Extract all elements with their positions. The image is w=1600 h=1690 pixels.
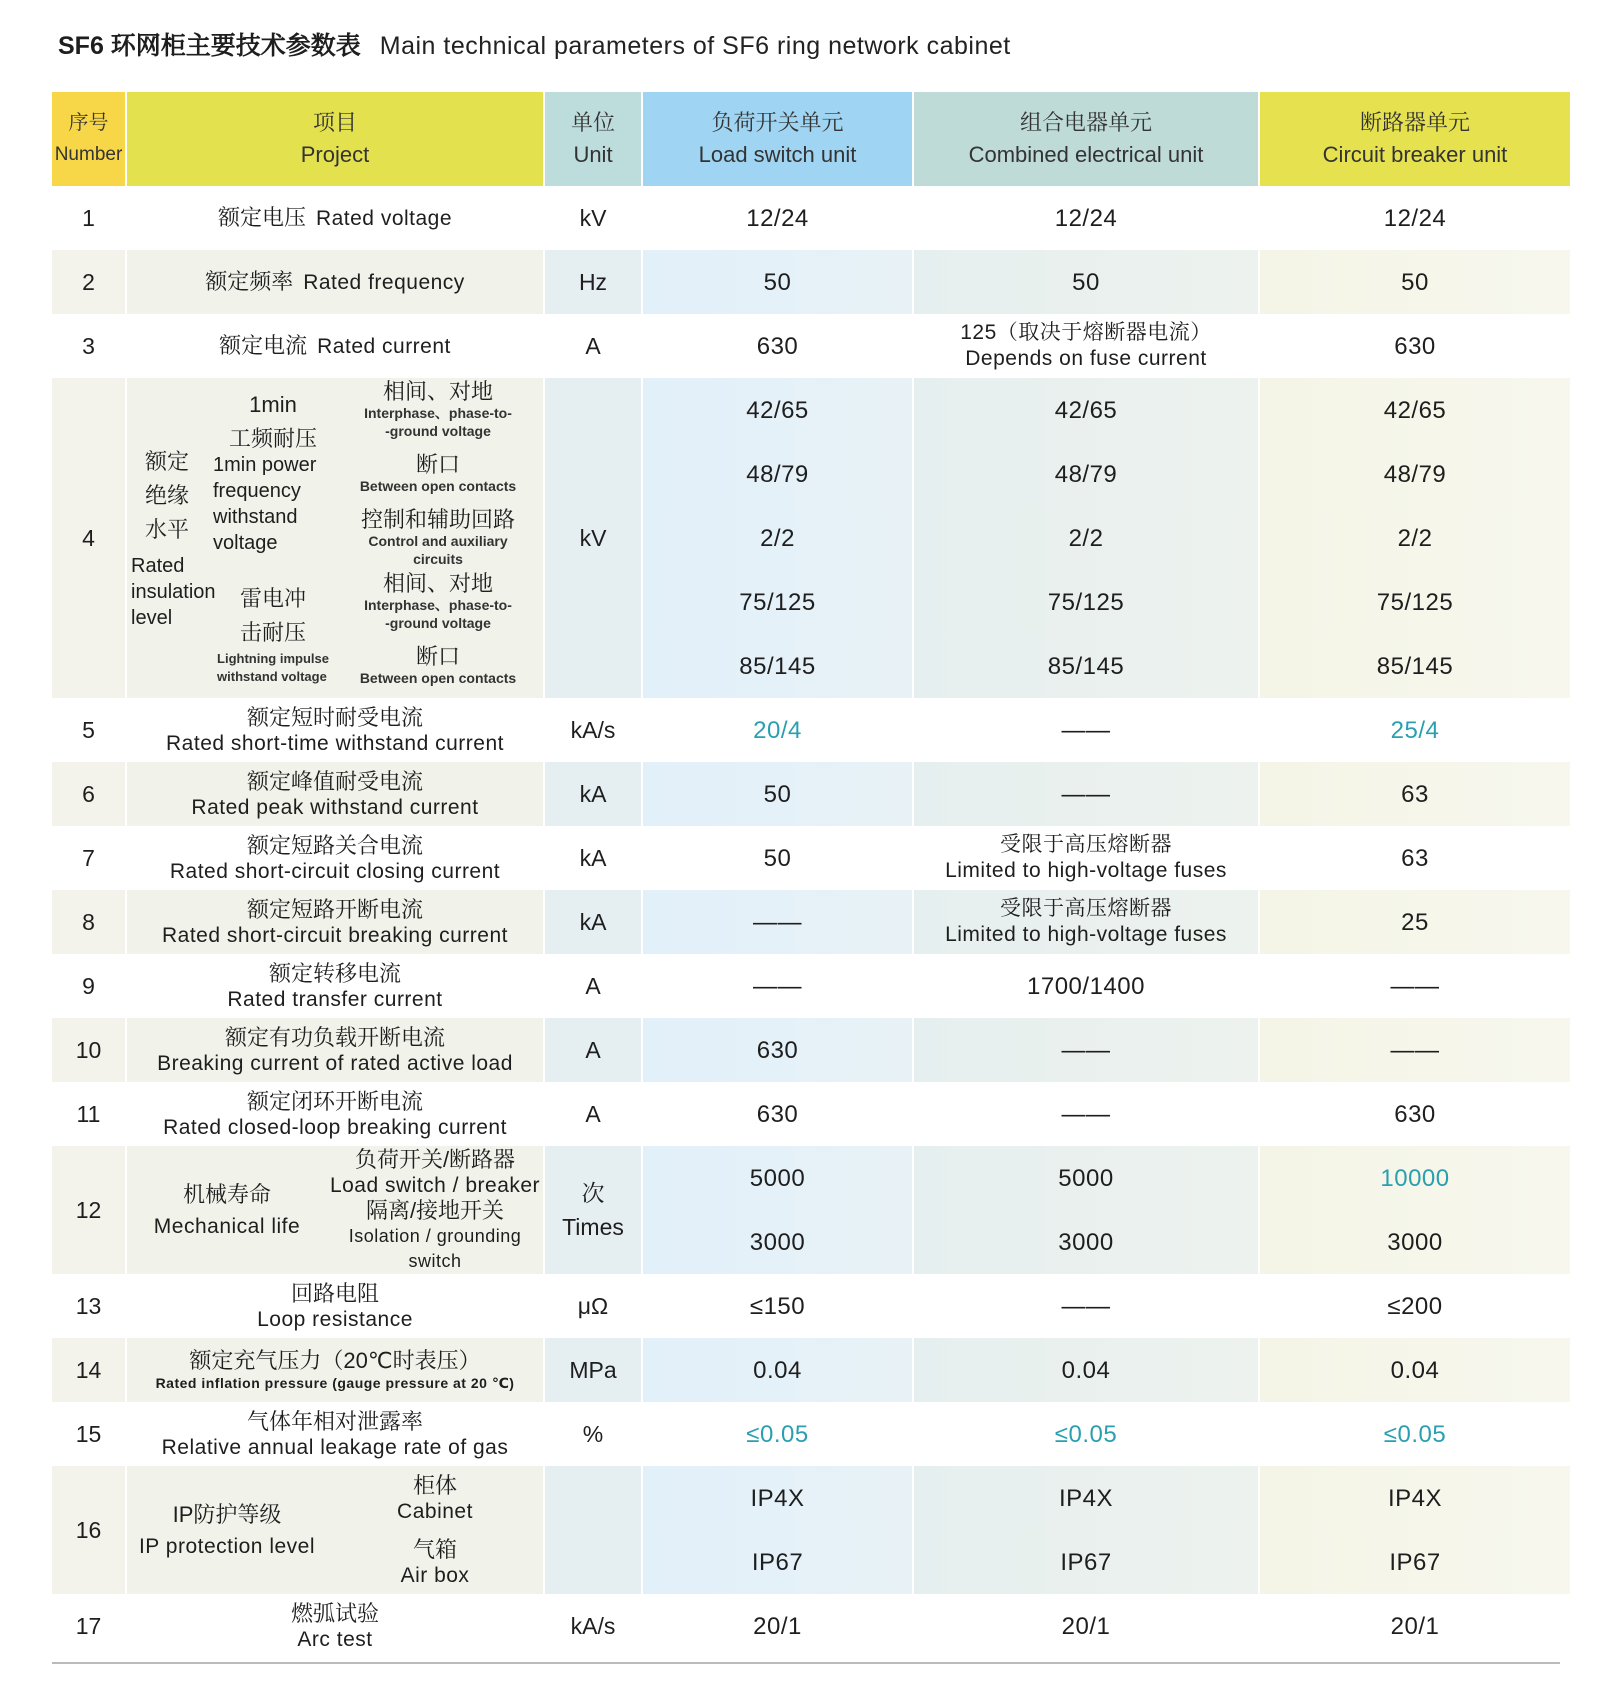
value-circuit-breaker: IP67 (1260, 1530, 1570, 1594)
project-cell (127, 1146, 543, 1274)
project-en: Relative annual leakage rate of gas (161, 1435, 509, 1459)
insulation-left-label (127, 378, 216, 698)
row-number: 1 (82, 204, 95, 231)
project-cell (127, 1594, 543, 1658)
project-cn: 气体年相对泄露率 (246, 1408, 423, 1434)
lightning-impulse-group (213, 570, 333, 698)
project-cell (127, 1018, 543, 1082)
subitem-cn: 断口 (415, 452, 460, 477)
value-load-switch: 50 (763, 844, 792, 872)
project-cell (127, 1274, 543, 1338)
value-load-switch: 0.04 (643, 1338, 912, 1402)
project-cn: 燃弧试验 (290, 1600, 379, 1626)
header-project (127, 92, 543, 186)
row-number: 11 (76, 1100, 101, 1127)
project-cn: 额定充气压力（20℃时表压） (189, 1348, 481, 1373)
subitem-cn: 相间、对地 (382, 571, 493, 596)
project-cell (127, 890, 543, 954)
project-label (218, 205, 452, 231)
header-cn: 断路器单元 (1359, 110, 1470, 135)
left-cn: 机械寿命 (182, 1181, 271, 1207)
unit-cell: A (585, 973, 601, 999)
split-left-label (127, 1502, 327, 1559)
project-cell (127, 1402, 543, 1466)
split-subitem (327, 1147, 543, 1198)
unit-cell: A (585, 333, 601, 359)
value-combined: 受限于高压熔断器 Limited to high-voltage fuses (945, 833, 1227, 882)
value-circuit-breaker: 42/65 (1260, 378, 1570, 442)
split-left-label (127, 1182, 327, 1239)
value-combined: 48/79 (914, 442, 1258, 506)
value-circuit-breaker: 10000 (1260, 1146, 1570, 1210)
value-load-switch: ≤0.05 (746, 1420, 809, 1448)
row-number: 16 (52, 1466, 125, 1594)
insulation-subitem (333, 442, 543, 506)
header-en: Combined electrical unit (968, 142, 1204, 167)
project-cell (127, 698, 543, 762)
row-number: 10 (52, 1018, 125, 1082)
row-number: 6 (52, 762, 125, 826)
header-en: Project (300, 142, 370, 167)
group-en: 1min power frequency withstand voltage (213, 454, 317, 554)
value-combined: 85/145 (914, 634, 1258, 698)
project-cn: 额定频率 (205, 269, 294, 294)
value-circuit-breaker: 630 (1394, 1100, 1436, 1128)
value-combined: IP4X (914, 1466, 1258, 1530)
split-subitem (327, 1198, 543, 1274)
left-en: Mechanical life (153, 1214, 301, 1238)
subitem-en: Between open contacts (359, 670, 517, 686)
project-en: Rated current (317, 335, 451, 358)
value-circuit-breaker: 50 (1260, 250, 1570, 314)
project-cn: 额定转移电流 (268, 960, 401, 986)
row-number: 3 (82, 332, 95, 359)
power-frequency-group (213, 378, 333, 570)
project-cn: 额定电压 (217, 205, 306, 230)
group-cn: 工频耐压 (228, 426, 317, 451)
value-circuit-breaker: ≤0.05 (1383, 1420, 1447, 1448)
insulation-subitem (333, 634, 543, 698)
value-combined: —— (914, 1018, 1258, 1082)
value-load-switch: 2/2 (643, 506, 912, 570)
project-en: Rated short-time withstand current (166, 731, 504, 755)
unit-cell: kA (545, 762, 641, 826)
subitem-cn: 气箱 (412, 1536, 457, 1562)
header-combined-electrical-unit (914, 92, 1258, 186)
project-en: Rated closed-loop breaking current (163, 1115, 507, 1139)
project-label (219, 333, 451, 359)
project-en: Rated peak withstand current (191, 795, 479, 819)
subitem-en: Control and auxiliary circuits (368, 533, 508, 567)
value-circuit-breaker: 48/79 (1260, 442, 1570, 506)
value-circuit-breaker: 75/125 (1260, 570, 1570, 634)
value-circuit-breaker: 2/2 (1260, 506, 1570, 570)
unit-cell: A (585, 1101, 601, 1127)
value-load-switch: —— (643, 890, 912, 954)
value-load-switch: 3000 (643, 1210, 912, 1274)
left-cn: IP防护等级 (172, 1501, 282, 1527)
insulation-subitem (333, 378, 543, 442)
header-cn: 负荷开关单元 (711, 110, 844, 135)
project-cell (127, 186, 543, 250)
row-number: 7 (82, 844, 95, 871)
project-cell (127, 378, 543, 698)
value-load-switch: 50 (643, 250, 912, 314)
unit-cell: kV (579, 205, 607, 231)
page-title (58, 26, 1011, 62)
value-combined: 受限于高压熔断器 Limited to high-voltage fuses (914, 890, 1258, 954)
value-combined: 0.04 (914, 1338, 1258, 1402)
group-cn-top: 1min (249, 392, 297, 417)
project-en: Rated inflation pressure (gauge pressure at 20 ℃) (155, 1375, 515, 1391)
group-en: Lightning impulse withstand voltage (217, 651, 329, 684)
header-en: Load switch unit (698, 142, 857, 167)
row-number: 17 (75, 1612, 102, 1639)
value-combined: 12/24 (1054, 204, 1118, 232)
value-circuit-breaker: IP4X (1260, 1466, 1570, 1530)
value-circuit-breaker: 20/1 (1390, 1612, 1440, 1640)
project-cell (127, 954, 543, 1018)
header-cn: 序号 (68, 112, 109, 134)
value-combined: —— (914, 762, 1258, 826)
project-en: Arc test (297, 1627, 373, 1651)
project-en: Rated frequency (303, 271, 465, 294)
value-circuit-breaker: 3000 (1260, 1210, 1570, 1274)
value-combined: —— (1061, 1292, 1111, 1320)
unit-cell: kV (545, 378, 641, 698)
value-load-switch: 50 (643, 762, 912, 826)
value-circuit-breaker: —— (1390, 972, 1440, 1000)
unit-cell: A (545, 1018, 641, 1082)
header-en: Unit (573, 142, 613, 167)
header-cn: 组合电器单元 (1019, 110, 1152, 135)
row-number: 9 (82, 972, 95, 999)
value-combined: —— (1061, 716, 1111, 744)
value-circuit-breaker: —— (1260, 1018, 1570, 1082)
header-cn: 项目 (312, 110, 357, 135)
project-en: Rated short-circuit closing current (169, 859, 501, 883)
value-combined: ≤0.05 (1054, 1420, 1118, 1448)
title-en: Main technical parameters of SF6 ring network cabinet (379, 32, 1011, 60)
subitem-cn: 控制和辅助回路 (360, 507, 515, 532)
value-combined: —— (1061, 1100, 1111, 1128)
value-load-switch: 85/145 (643, 634, 912, 698)
unit-cell: μΩ (577, 1293, 609, 1319)
header-number (52, 92, 125, 186)
row-number: 12 (52, 1146, 125, 1274)
group-cn: 雷电冲 击耐压 (239, 586, 306, 645)
value-circuit-breaker: 25/4 (1390, 716, 1440, 744)
subitem-cn: 柜体 (412, 1472, 457, 1498)
project-cell (127, 826, 543, 890)
subitem-en: Interphase、phase-to- -ground voltage (364, 405, 512, 439)
subitem-cn: 隔离/接地开关 (365, 1198, 505, 1223)
subitem-cn: 负荷开关/断路器 (354, 1146, 516, 1172)
value-circuit-breaker: 630 (1394, 332, 1436, 360)
value-combined: 50 (914, 250, 1258, 314)
unit-cell: kA (579, 845, 607, 871)
value-load-switch: 5000 (643, 1146, 912, 1210)
value-combined: 5000 (914, 1146, 1258, 1210)
project-en: Breaking current of rated active load (157, 1051, 513, 1075)
unit-cell (545, 1466, 641, 1594)
project-cell (127, 314, 543, 378)
project-cn: 回路电阻 (290, 1280, 379, 1306)
project-cn: 额定短时耐受电流 (246, 704, 423, 730)
left-en: IP protection level (138, 1534, 316, 1558)
value-load-switch: 20/1 (753, 1612, 802, 1640)
value-combined: 2/2 (914, 506, 1258, 570)
value-load-switch: IP4X (643, 1466, 912, 1530)
title-cn: SF6 环网柜主要技术参数表 (58, 32, 361, 60)
value-circuit-breaker: 0.04 (1260, 1338, 1570, 1402)
value-combined: 20/1 (1061, 1612, 1111, 1640)
project-en: Rated transfer current (227, 987, 443, 1011)
header-load-switch-unit (643, 92, 912, 186)
project-label (205, 269, 465, 295)
value-circuit-breaker: 63 (1260, 762, 1570, 826)
header-en: Circuit breaker unit (1322, 142, 1508, 167)
project-cell (127, 1082, 543, 1146)
value-load-switch: 75/125 (643, 570, 912, 634)
unit-cell: kA/s (570, 1613, 616, 1639)
project-cn: 额定短路开断电流 (246, 896, 423, 922)
subitem-en: Isolation / grounding switch (348, 1226, 522, 1271)
value-circuit-breaker: 12/24 (1383, 204, 1447, 232)
value-combined: 1700/1400 (1027, 972, 1145, 1000)
value-combined: 125（取决于熔断器电流） Depends on fuse current (960, 321, 1212, 370)
header-circuit-breaker-unit (1260, 92, 1570, 186)
subitem-en: Between open contacts (359, 478, 517, 494)
header-unit (545, 92, 641, 186)
subitem-en: Interphase、phase-to- -ground voltage (364, 597, 512, 631)
row-number: 8 (52, 890, 125, 954)
project-en: Rated voltage (315, 207, 453, 230)
value-circuit-breaker: 85/145 (1260, 634, 1570, 698)
value-combined: IP67 (914, 1530, 1258, 1594)
row-number: 14 (52, 1338, 125, 1402)
row-number: 4 (52, 378, 125, 698)
value-combined: 75/125 (914, 570, 1258, 634)
left-en: Rated insulation level (131, 555, 216, 629)
table-bottom-border (52, 1662, 1560, 1664)
table-body (52, 186, 1570, 1658)
project-cn: 额定短路关合电流 (246, 832, 423, 858)
project-cell (127, 1466, 543, 1594)
table-header (52, 92, 1570, 186)
value-circuit-breaker: 25 (1260, 890, 1570, 954)
project-cell (127, 1338, 543, 1402)
parameters-table (52, 92, 1560, 1658)
value-load-switch: —— (753, 972, 802, 1000)
subitem-en: Load switch / breaker (329, 1173, 541, 1197)
project-en: Loop resistance (257, 1307, 413, 1331)
subitem-en: Cabinet (397, 1499, 473, 1523)
unit-cell: Hz (545, 250, 641, 314)
value-load-switch: 20/4 (753, 716, 802, 744)
project-cn: 额定有功负载开断电流 (224, 1024, 445, 1050)
insulation-subitem (333, 506, 543, 570)
split-subitem (327, 1473, 543, 1524)
insulation-subitem (333, 570, 543, 634)
value-combined: 3000 (914, 1210, 1258, 1274)
value-load-switch: 42/65 (643, 378, 912, 442)
project-cell (127, 762, 543, 826)
value-load-switch: ≤150 (749, 1292, 806, 1320)
project-cell (127, 250, 543, 314)
project-cn: 额定峰值耐受电流 (246, 768, 423, 794)
header-cn: 单位 (570, 110, 615, 135)
project-cn: 额定电流 (219, 333, 308, 358)
unit-cell: kA (545, 890, 641, 954)
unit-cell: % (582, 1421, 604, 1447)
left-cn: 额定 绝缘 水平 (145, 449, 190, 542)
value-load-switch: 48/79 (643, 442, 912, 506)
unit-cell: 次 Times (545, 1146, 641, 1274)
unit-cell: kA/s (570, 717, 616, 743)
row-number: 13 (75, 1292, 102, 1319)
row-number: 5 (82, 716, 95, 743)
project-cn: 额定闭环开断电流 (246, 1088, 423, 1114)
value-circuit-breaker: 63 (1401, 844, 1429, 872)
value-load-switch: 630 (756, 1100, 799, 1128)
value-load-switch: IP67 (643, 1530, 912, 1594)
split-subitem (327, 1537, 543, 1588)
project-en: Rated short-circuit breaking current (162, 923, 508, 947)
value-load-switch: 630 (756, 332, 799, 360)
value-combined: 42/65 (914, 378, 1258, 442)
subitem-cn: 断口 (415, 644, 460, 669)
subitem-cn: 相间、对地 (382, 379, 493, 404)
unit-cell: MPa (545, 1338, 641, 1402)
row-number: 15 (75, 1420, 102, 1447)
subitem-en: Air box (400, 1563, 470, 1587)
header-en: Number (54, 144, 123, 165)
value-load-switch: 630 (643, 1018, 912, 1082)
row-number: 2 (52, 250, 125, 314)
value-load-switch: 12/24 (746, 204, 809, 232)
value-circuit-breaker: ≤200 (1387, 1292, 1443, 1320)
